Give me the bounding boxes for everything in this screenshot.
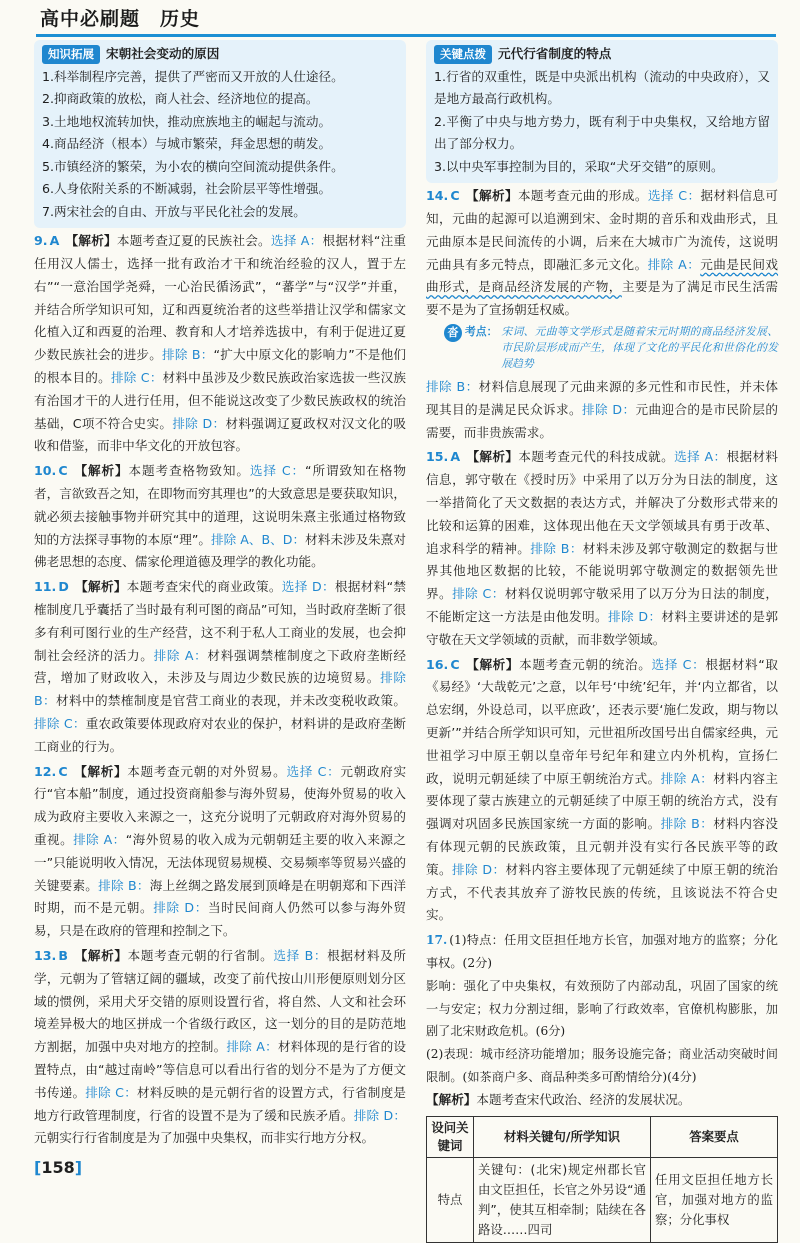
exclude-keyword: 排除 D： [452, 861, 506, 877]
exclude-keyword: 排除 C： [110, 370, 163, 386]
answer-part-2: (2)表现：城市经济功能增加；服务设施完备；商业活动突破时间限制。(如茶商户多、商品种类多可酌情给分)(4分) [426, 1047, 778, 1084]
analysis-label: 【解析】 [465, 656, 520, 672]
analysis-text: 本题考查元朝的对外贸易。 [127, 763, 287, 779]
table-header-row [427, 1116, 778, 1157]
box-item: 2.平衡了中央与地方势力，既有利于中央集权，又给地方留出了部分权力。 [434, 113, 770, 152]
wavy-underline-text: 元曲是民间戏曲形式，是商品经济发展的产物， [426, 256, 779, 295]
question-number: 12. [34, 763, 57, 779]
analysis-text: 材料未涉及郭守敬测定的数据与世界其他地区数据的比较，不能说明郭守敬测定的数据领先世界。 [426, 540, 779, 602]
analysis-text: 本题考查格物致知。 [128, 463, 250, 479]
answer-letter: C [450, 188, 460, 204]
box-header [42, 43, 398, 66]
choice-keyword: 选择 C： [647, 188, 701, 204]
analysis-label: 【解析】 [465, 188, 518, 204]
answer-letter: A [49, 233, 60, 249]
question-14-answer [426, 185, 778, 322]
question-11-answer [34, 576, 406, 758]
analysis-text: 元曲迎合的是市民阶层的需要，而非贵族需求。 [426, 401, 779, 440]
question-17-analysis [426, 1089, 778, 1112]
choice-keyword: 选择 D： [281, 579, 335, 595]
left-column [34, 40, 406, 1150]
exam-point-label: 考点： [465, 325, 498, 339]
answer-letter: B [58, 948, 68, 963]
answer-letter: D [58, 579, 69, 595]
table-header-cell: 材料关键句/所学知识 [474, 1116, 651, 1157]
box-title: 元代行省制度的特点 [498, 46, 612, 61]
choice-keyword: 选择 A： [270, 233, 323, 249]
exclude-keyword: 排除 D： [153, 900, 208, 916]
analysis-text: 材料主要讲述的是郭守敬在天文学领域的贡献，而非数学领域。 [426, 609, 779, 647]
analysis-text: 海上丝绸之路发展到顶峰是在明朝郑和下西洋时期，而不是元朝。 [34, 877, 407, 916]
exclude-keyword: 排除 D： [353, 1107, 406, 1123]
question-number: 10. [34, 463, 57, 479]
box-item: 3.以中央军事控制为目的，采取“犬牙交错”的原则。 [434, 158, 724, 174]
box-item: 1.行省的双重性，既是中央派出机构（流动的中央政府），又是地方最高行政机构。 [434, 68, 770, 107]
page-header [0, 0, 800, 40]
analysis-label: 【解析】 [466, 449, 519, 465]
knowledge-expansion-box [34, 40, 406, 228]
key-point-box [426, 40, 778, 183]
analysis-text: 根据材料信息，郭守敬在《授时历》中采用了以万分为日法的制度，这一举措简化了天文数据的表达方式，并解决了分数形式带来的比较和运算的困难，这体现出他在天文学领域具有勇于改革、追求科学的精神。 [426, 449, 779, 556]
exclude-keyword: 排除 B： [162, 347, 214, 363]
analysis-text: 材料仅说明郭守敬采用了以万分为日法的制度，不能断定这一方法是由他发明。 [426, 586, 779, 625]
box-header [434, 43, 770, 66]
analysis-text: “所谓致知在格物者，言欲致吾之知，在即物而穷其理也”的大致意思是要获取知识，就必须去接触事物并研究其中的道理，这说明朱熹主张通过格物致知的方法探寻事物的本原“理”。 [34, 463, 407, 547]
analysis-text: 本题考查元代的科技成就。 [518, 449, 675, 465]
analysis-text: 元朝政府实行“官本船”制度，通过投资商船参与海外贸易，使海外贸易的收入成为政府主要收入来源之一，这充分说明了元朝政府对海外贸易的重视。 [34, 763, 407, 848]
analysis-text: 本题考查元朝的行省制。 [127, 948, 274, 963]
page-number: [158] [34, 1158, 83, 1177]
key-point-tag: 关键点拨 [434, 45, 492, 64]
exclude-keyword: 排除 B： [98, 877, 150, 893]
exclude-keyword: 排除 C： [452, 586, 505, 602]
analysis-text: 材料内容没有体现元朝的民族政策，且元朝并没有实行各民族平等的政策。 [426, 816, 778, 877]
analysis-text: 本题考查元曲的形成。 [517, 188, 648, 204]
exclude-keyword: 排除 A： [226, 1039, 278, 1055]
analysis-text: 重农政策要体现政府对农业的保护，材料讲的是政府垄断工商业的行为。 [34, 716, 407, 754]
table-header-cell: 设问关键词 [427, 1116, 474, 1157]
analysis-text: “扩大中原文化的影响力”不是他们的根本目的。 [34, 347, 406, 386]
question-15-answer [426, 446, 778, 651]
analysis-table [426, 1116, 778, 1243]
analysis-label: 【解析】 [73, 948, 128, 963]
exclude-keyword: 排除 A： [153, 647, 208, 663]
question-number: 9. [34, 233, 48, 249]
analysis-text: 材料体现的是行省的设置特点，由“越过南岭”等信息可以看出行省的划分不是为了方便文书传递。 [34, 1039, 407, 1100]
analysis-text: 元朝实行行省制度是为了加强中央集权，而非实行地方分权。 [34, 1130, 375, 1146]
exclude-keyword: 排除 A： [647, 256, 701, 272]
exclude-keyword: 排除 A、B、D： [211, 531, 306, 547]
analysis-text: 主要是为了满足市民生活需要不是为了宣扬朝廷权威。 [426, 279, 779, 318]
exclude-keyword: 排除 B： [426, 379, 479, 395]
analysis-text: 材料未涉及朱熹对佛老思想的态度、儒家伦理道德及理学的教化功能。 [34, 531, 406, 570]
choice-keyword: 选择 A： [674, 449, 727, 465]
exclude-keyword: 排除 D： [607, 609, 662, 625]
box-item: 6.人身依附关系的不断减弱，社会阶层平等性增强。 [42, 181, 332, 197]
page-number-text: 158 [41, 1158, 75, 1177]
exclude-keyword: 排除 D： [581, 401, 636, 417]
book-title: 高中必刷题 历史 [40, 8, 201, 30]
analysis-text: 材料内容主要体现了元朝延续了中原王朝的统治方式，不代表其放弃了游牧民族的传统，且该说法不符合史实。 [426, 861, 779, 923]
box-item: 2.抑商政策的放松，商人社会、经济地位的提高。 [42, 91, 319, 107]
analysis-text: 根据材料及所学，元朝为了管辖辽阔的疆域，改变了前代按山川形便原则划分区域的惯例，采用犬牙交错的原则设置行省，将自然、人文和社会环境差异极大的地区拼成一个省级行政区，这一划分的目的是防范地方割据，加强中央对地方的控制。 [34, 948, 407, 1055]
question-13-answer [34, 945, 406, 1150]
exam-point-text: 宋词、元曲等文学形式是随着宋元时期的商品经济发展、市民阶层形成而产生，体现了文化的平民化和世俗化的发展趋势 [501, 325, 778, 371]
exclude-keyword: 排除 A： [73, 832, 126, 848]
question-number: 11. [34, 579, 57, 595]
analysis-text: 根据材料“禁榷制度几乎囊括了当时最有利可图的商品”可知，当时政府垄断了很多有利可图行业的生产经营，这不利于私人工商业的发展，也会抑制社会经济的活力。 [34, 579, 407, 663]
choice-keyword: 选择 C： [249, 463, 306, 479]
question-14-continued [426, 376, 778, 444]
question-number: 15. [426, 449, 449, 465]
answer-part-1-features: (1)特点：任用文臣担任地方长官，加强对地方的监察；分化事权。(2分) [426, 933, 778, 970]
analysis-text: 材料强调禁榷制度之下政府垄断经营，增加了财政收入，未涉及与周边少数民族的边境贸易。 [34, 647, 407, 686]
analysis-text: 根据材料“取《易经》‘大哉乾元’之意，以年号‘中统’纪年，并‘内立都省，以总宏纲，外设总司，以平庶政’，还表示要‘施仁发政，期与物以更新’”并结合所学知识可知，元世祖所改国号出自儒家经典，元世祖学习中原王朝以皇帝年号纪年和建立内外机构，宣扬仁政，说明元朝延续了中原王朝统治方式。 [426, 656, 779, 786]
analysis-text: 材料中的禁榷制度是官营工商业的表现，并未改变税收政策。 [56, 693, 407, 709]
analysis-text: 本题考查宋代的商业政策。 [126, 579, 282, 595]
box-title: 宋朝社会变动的原因 [106, 46, 220, 61]
question-16-answer [426, 654, 778, 928]
box-item: 3.土地地权流转加快，推动庶族地主的崛起与流动。 [42, 113, 332, 129]
right-column [426, 40, 778, 1243]
answer-letter: C [58, 763, 68, 779]
analysis-label: 【解析】 [73, 763, 128, 779]
answer-letter: C [450, 656, 460, 672]
analysis-text: 本题考查宋代政治、经济的发展状况。 [476, 1091, 691, 1107]
question-17-answer [426, 929, 778, 1089]
table-cell: 特点 [427, 1157, 474, 1242]
analysis-text: 根据材料“注重任用汉人儒士，选择一批有政治才干和统治经验的汉人，置于左右”“一意治国学尧舜，一心治民循汤武”，“蕃学”与“汉学”并重，并结合所学知识可知，辽和西夏统治者的这些举措让汉学和儒家文化植入辽和西夏的治理、教育和人才培养选拔中，有利于促进辽夏少数民族社会的进步。 [34, 233, 407, 363]
exam-point-icon: 沓 [444, 324, 462, 342]
table-header-cell: 答案要点 [651, 1116, 778, 1157]
exclude-keyword: 排除 B： [34, 670, 407, 709]
answer-letter: A [450, 449, 461, 465]
analysis-text: 当时民间商人仍然可以参与海外贸易，只是在政府的管理和控制之下。 [34, 900, 407, 939]
exclude-keyword: 排除 A： [660, 770, 714, 786]
knowledge-expansion-tag: 知识拓展 [42, 45, 100, 64]
choice-keyword: 选择 C： [651, 656, 706, 672]
analysis-text: 材料反映的是元朝行省的设置方式，行省制度是地方行政管理制度，行省的设置不是为了缓和民族矛盾。 [34, 1084, 407, 1123]
analysis-text: 本题考查辽夏的民族社会。 [116, 233, 271, 249]
answer-letter: C [58, 463, 68, 479]
analysis-text: 材料内容主要体现了蒙古族建立的元朝延续了中原王朝的统治方式，没有强调对巩固多民族国家统一方面的影响。 [426, 770, 779, 832]
exclude-keyword: 排除 C： [85, 1084, 138, 1100]
choice-keyword: 选择 B： [273, 948, 328, 963]
analysis-label: 【解析】 [426, 1091, 477, 1107]
exam-point-note [444, 324, 778, 372]
analysis-text: 本题考查元朝的统治。 [519, 656, 652, 672]
question-12-answer [34, 761, 406, 943]
analysis-text: 材料中虽涉及少数民族政治家选拔一些汉族有治国才干的人进行任用，但不能说这改变了少数民族政权的统治基础，C项不符合史实。 [34, 370, 407, 431]
exclude-keyword: 排除 D： [172, 415, 226, 431]
analysis-text: 材料强调辽夏政权对汉文化的吸收和借鉴，而非中华文化的开放包容。 [34, 415, 407, 454]
analysis-text: “海外贸易的收入成为元朝朝廷主要的收入来源之一”只能说明收入情况，无法体现贸易规模、交易频率等贸易兴盛的关键要素。 [34, 832, 406, 893]
table-cell: 关键句：(北宋)规定州郡长官由文臣担任，长官之外另设“通判”，使其互相牵制；陆续在各路设……四司 [474, 1157, 651, 1242]
box-item: 5.市镇经济的繁荣，为小农的横向空间流动提供条件。 [42, 158, 344, 174]
question-number: 17. [426, 933, 448, 948]
question-10-answer [34, 460, 406, 574]
question-9-answer [34, 230, 406, 458]
table-cell: 任用文臣担任地方长官，加强对地方的监察；分化事权 [651, 1157, 778, 1242]
analysis-text: 材料信息展现了元曲来源的多元性和市民性，并未体现其目的是满足民众诉求。 [426, 379, 778, 417]
box-item: 7.两宋社会的自由、开放与平民化社会的发展。 [42, 203, 306, 219]
question-number: 13. [34, 948, 57, 963]
analysis-label: 【解析】 [74, 579, 127, 595]
exclude-keyword: 排除 B： [530, 540, 583, 556]
analysis-text: 据材料信息可知，元曲的起源可以追溯到宋、金时期的音乐和戏曲形式，且元曲原本是民间流传的小调，后来在大城市广为流传，这说明元曲具有多元特点，即融汇多元文化。 [426, 188, 779, 272]
exclude-keyword: 排除 C： [34, 716, 86, 732]
box-item: 4.商品经济（根本）与城市繁荣，拜金思想的萌发。 [42, 136, 332, 152]
analysis-label: 【解析】 [65, 233, 117, 249]
exclude-keyword: 排除 B： [660, 816, 714, 832]
answer-part-1-impact: 影响：强化了中央集权，有效预防了内部动乱，巩固了国家的统一与安定；权力分割过细，影响了行政效率，官僚机构膨胀，加剧了北宋财政危机。(6分) [426, 978, 778, 1039]
analysis-label: 【解析】 [73, 463, 129, 479]
header-divider [36, 34, 776, 37]
table-row [427, 1157, 778, 1242]
box-item: 1.科举制程序完善，提供了严密而又开放的人仕途径。 [42, 68, 344, 84]
question-number: 14. [426, 188, 449, 204]
question-number: 16. [426, 656, 449, 672]
choice-keyword: 选择 C： [286, 763, 341, 779]
